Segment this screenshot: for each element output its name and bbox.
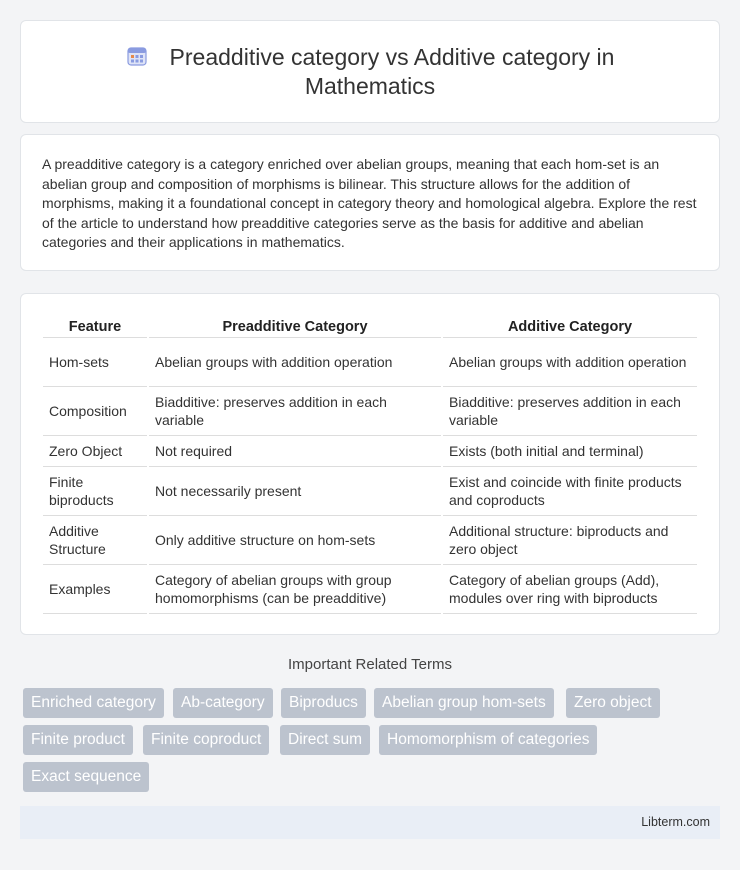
comparison-card bbox=[20, 293, 720, 635]
cell-additive: Additional structure: biproducts and zero object bbox=[443, 516, 697, 565]
header-feature: Feature bbox=[43, 314, 147, 338]
cell-feature: Additive Structure bbox=[43, 516, 147, 565]
calendar-grid-icon bbox=[126, 45, 148, 67]
cell-feature: Zero Object bbox=[43, 436, 147, 467]
term-tag-ab-category[interactable]: Ab-category bbox=[173, 688, 273, 718]
cell-additive: Biadditive: preserves addition in each variable bbox=[443, 387, 697, 436]
related-terms-heading: Important Related Terms bbox=[288, 656, 452, 673]
term-tag-finite-coproduct[interactable]: Finite coproduct bbox=[143, 725, 269, 755]
table-row bbox=[43, 565, 697, 614]
title-line-2: Mathematics bbox=[304, 73, 436, 99]
term-tag-homomorphism-of-categories[interactable]: Homomorphism of categories bbox=[379, 725, 597, 755]
cell-additive: Category of abelian groups (Add), modules over ring with biproducts bbox=[443, 565, 697, 614]
title-card bbox=[20, 20, 720, 123]
cell-feature: Finite biproducts bbox=[43, 467, 147, 516]
footer bbox=[20, 806, 720, 839]
cell-preadditive: Not necessarily present bbox=[149, 467, 441, 516]
title-line-1: Preadditive category vs Additive category in bbox=[169, 44, 615, 70]
table-row bbox=[43, 387, 697, 436]
cell-preadditive: Not required bbox=[149, 436, 441, 467]
table-header-row bbox=[43, 314, 697, 338]
header-additive: Additive Category bbox=[443, 314, 697, 338]
term-tag-zero-object[interactable]: Zero object bbox=[566, 688, 660, 718]
cell-preadditive: Category of abelian groups with group homomorphisms (can be preadditive) bbox=[149, 565, 441, 614]
term-tag-direct-sum[interactable]: Direct sum bbox=[280, 725, 370, 755]
term-tag-abelian-group-hom-sets[interactable]: Abelian group hom-sets bbox=[374, 688, 554, 718]
table-row bbox=[43, 436, 697, 467]
table-row bbox=[43, 338, 697, 387]
cell-preadditive: Biadditive: preserves addition in each variable bbox=[149, 387, 441, 436]
cell-additive: Exists (both initial and terminal) bbox=[443, 436, 697, 467]
header-preadditive: Preadditive Category bbox=[149, 314, 441, 338]
intro-card bbox=[20, 134, 720, 271]
cell-feature: Examples bbox=[43, 565, 147, 614]
cell-preadditive: Abelian groups with addition operation bbox=[149, 338, 441, 387]
term-tag-exact-sequence[interactable]: Exact sequence bbox=[23, 762, 149, 792]
term-tag-biproducs[interactable]: Biproducs bbox=[281, 688, 366, 718]
comparison-table bbox=[41, 314, 699, 614]
table-row bbox=[43, 516, 697, 565]
intro-paragraph: A preadditive category is a category enriched over abelian groups, meaning that each hom-set is an abelian group and composition of morphisms is bilinear. This structure allows for the addition of morphisms, making it a foundational concept in category theory and homological algebra. Explore the rest of the article to understand how preadditive categories serve as the basis for additive and abelian categories and their applications in mathematics. bbox=[42, 156, 697, 250]
cell-additive: Abelian groups with addition operation bbox=[443, 338, 697, 387]
cell-additive: Exist and coincide with finite products and coproducts bbox=[443, 467, 697, 516]
cell-feature: Composition bbox=[43, 387, 147, 436]
cell-feature: Hom-sets bbox=[43, 338, 147, 387]
footer-site-link[interactable]: Libterm.com bbox=[641, 815, 710, 829]
table-row bbox=[43, 467, 697, 516]
term-tag-finite-product[interactable]: Finite product bbox=[23, 725, 133, 755]
cell-preadditive: Only additive structure on hom-sets bbox=[149, 516, 441, 565]
term-tag-enriched-category[interactable]: Enriched category bbox=[23, 688, 164, 718]
page-title bbox=[21, 43, 719, 101]
